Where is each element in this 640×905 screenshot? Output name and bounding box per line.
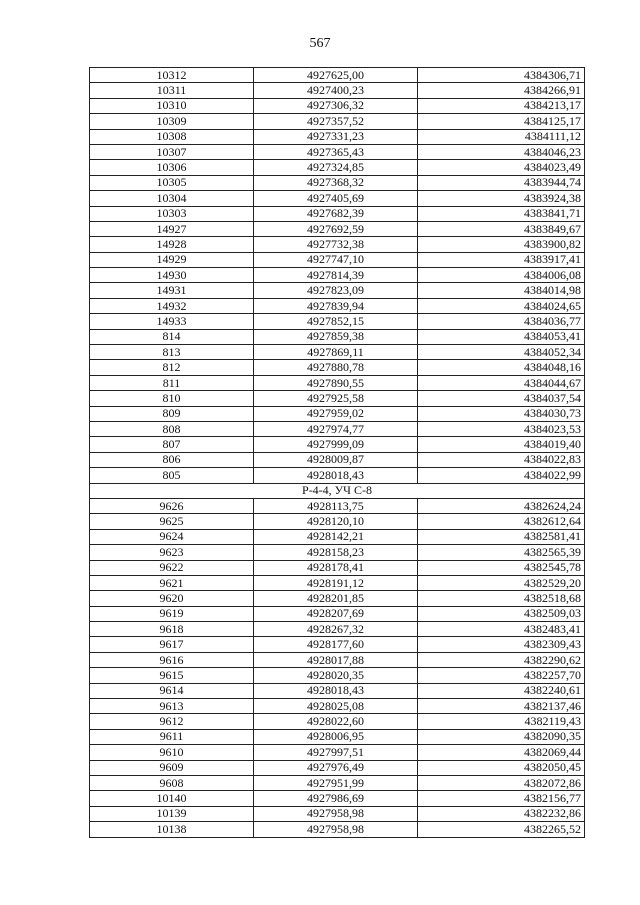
x-coordinate-cell: 4927331,23 bbox=[254, 129, 418, 144]
table-row bbox=[90, 514, 585, 529]
table-row bbox=[90, 268, 585, 283]
table-row bbox=[90, 606, 585, 621]
x-coordinate-cell: 4927958,98 bbox=[254, 822, 418, 837]
table-row bbox=[90, 206, 585, 221]
table-row bbox=[90, 437, 585, 452]
x-coordinate-cell: 4927951,99 bbox=[254, 775, 418, 790]
x-coordinate-cell: 4927997,51 bbox=[254, 745, 418, 760]
table-row bbox=[90, 575, 585, 590]
x-coordinate-cell: 4927925,58 bbox=[254, 391, 418, 406]
table-row bbox=[90, 622, 585, 637]
x-coordinate-cell: 4927869,11 bbox=[254, 345, 418, 360]
point-id-cell: 814 bbox=[90, 329, 254, 344]
point-id-cell: 9622 bbox=[90, 560, 254, 575]
x-coordinate-cell: 4928267,32 bbox=[254, 622, 418, 637]
point-id-cell: 10139 bbox=[90, 806, 254, 821]
y-coordinate-cell: 4384306,71 bbox=[418, 68, 585, 83]
point-id-cell: 9617 bbox=[90, 637, 254, 652]
point-id-cell: 9624 bbox=[90, 529, 254, 544]
point-id-cell: 9613 bbox=[90, 699, 254, 714]
table-row bbox=[90, 498, 585, 513]
table-row bbox=[90, 760, 585, 775]
y-coordinate-cell: 4384046,23 bbox=[418, 144, 585, 159]
x-coordinate-cell: 4927625,00 bbox=[254, 68, 418, 83]
x-coordinate-cell: 4928018,43 bbox=[254, 468, 418, 483]
x-coordinate-cell: 4927357,52 bbox=[254, 114, 418, 129]
point-id-cell: 9610 bbox=[90, 745, 254, 760]
y-coordinate-cell: 4382624,24 bbox=[418, 498, 585, 513]
coordinates-table bbox=[89, 67, 585, 838]
y-coordinate-cell: 4384019,40 bbox=[418, 437, 585, 452]
point-id-cell: 10304 bbox=[90, 191, 254, 206]
y-coordinate-cell: 4382518,68 bbox=[418, 591, 585, 606]
point-id-cell: 9623 bbox=[90, 545, 254, 560]
table-row bbox=[90, 591, 585, 606]
x-coordinate-cell: 4928207,69 bbox=[254, 606, 418, 621]
x-coordinate-cell: 4928120,10 bbox=[254, 514, 418, 529]
table-row bbox=[90, 637, 585, 652]
y-coordinate-cell: 4384022,83 bbox=[418, 452, 585, 467]
x-coordinate-cell: 4927400,23 bbox=[254, 83, 418, 98]
y-coordinate-cell: 4382069,44 bbox=[418, 745, 585, 760]
x-coordinate-cell: 4927692,59 bbox=[254, 221, 418, 236]
y-coordinate-cell: 4384213,17 bbox=[418, 98, 585, 113]
x-coordinate-cell: 4928018,43 bbox=[254, 683, 418, 698]
point-id-cell: 10308 bbox=[90, 129, 254, 144]
x-coordinate-cell: 4927880,78 bbox=[254, 360, 418, 375]
x-coordinate-cell: 4927368,32 bbox=[254, 175, 418, 190]
x-coordinate-cell: 4927859,38 bbox=[254, 329, 418, 344]
y-coordinate-cell: 4382257,70 bbox=[418, 668, 585, 683]
y-coordinate-cell: 4383900,82 bbox=[418, 237, 585, 252]
point-id-cell: 812 bbox=[90, 360, 254, 375]
y-coordinate-cell: 4382240,61 bbox=[418, 683, 585, 698]
x-coordinate-cell: 4927959,02 bbox=[254, 406, 418, 421]
x-coordinate-cell: 4927306,32 bbox=[254, 98, 418, 113]
table-row bbox=[90, 129, 585, 144]
x-coordinate-cell: 4928113,75 bbox=[254, 498, 418, 513]
table-row bbox=[90, 545, 585, 560]
point-id-cell: 9618 bbox=[90, 622, 254, 637]
point-id-cell: 10303 bbox=[90, 206, 254, 221]
y-coordinate-cell: 4382529,20 bbox=[418, 575, 585, 590]
page-number: 567 bbox=[309, 36, 331, 51]
x-coordinate-cell: 4928022,60 bbox=[254, 714, 418, 729]
table-row bbox=[90, 98, 585, 113]
y-coordinate-cell: 4382581,41 bbox=[418, 529, 585, 544]
point-id-cell: 813 bbox=[90, 345, 254, 360]
y-coordinate-cell: 4382483,41 bbox=[418, 622, 585, 637]
x-coordinate-cell: 4927365,43 bbox=[254, 144, 418, 159]
table-row bbox=[90, 468, 585, 483]
table-row bbox=[90, 391, 585, 406]
table-row bbox=[90, 68, 585, 83]
x-coordinate-cell: 4928201,85 bbox=[254, 591, 418, 606]
y-coordinate-cell: 4384266,91 bbox=[418, 83, 585, 98]
y-coordinate-cell: 4383944,74 bbox=[418, 175, 585, 190]
point-id-cell: 811 bbox=[90, 375, 254, 390]
y-coordinate-cell: 4382290,62 bbox=[418, 652, 585, 667]
y-coordinate-cell: 4382309,43 bbox=[418, 637, 585, 652]
y-coordinate-cell: 4384111,12 bbox=[418, 129, 585, 144]
coordinates-table-body bbox=[90, 68, 585, 838]
x-coordinate-cell: 4927890,55 bbox=[254, 375, 418, 390]
x-coordinate-cell: 4927976,49 bbox=[254, 760, 418, 775]
x-coordinate-cell: 4928025,08 bbox=[254, 699, 418, 714]
x-coordinate-cell: 4928177,60 bbox=[254, 637, 418, 652]
x-coordinate-cell: 4928020,35 bbox=[254, 668, 418, 683]
y-coordinate-cell: 4382612,64 bbox=[418, 514, 585, 529]
table-row bbox=[90, 714, 585, 729]
x-coordinate-cell: 4927974,77 bbox=[254, 421, 418, 436]
x-coordinate-cell: 4927747,10 bbox=[254, 252, 418, 267]
table-row bbox=[90, 360, 585, 375]
x-coordinate-cell: 4927839,94 bbox=[254, 298, 418, 313]
point-id-cell: 9616 bbox=[90, 652, 254, 667]
x-coordinate-cell: 4927324,85 bbox=[254, 160, 418, 175]
point-id-cell: 10140 bbox=[90, 791, 254, 806]
point-id-cell: 9620 bbox=[90, 591, 254, 606]
table-row bbox=[90, 729, 585, 744]
point-id-cell: 14928 bbox=[90, 237, 254, 252]
x-coordinate-cell: 4928006,95 bbox=[254, 729, 418, 744]
point-id-cell: 9608 bbox=[90, 775, 254, 790]
table-row bbox=[90, 683, 585, 698]
y-coordinate-cell: 4384014,98 bbox=[418, 283, 585, 298]
point-id-cell: 10138 bbox=[90, 822, 254, 837]
point-id-cell: 10311 bbox=[90, 83, 254, 98]
y-coordinate-cell: 4384052,34 bbox=[418, 345, 585, 360]
table-row bbox=[90, 699, 585, 714]
table-row bbox=[90, 283, 585, 298]
y-coordinate-cell: 4382119,43 bbox=[418, 714, 585, 729]
point-id-cell: 14929 bbox=[90, 252, 254, 267]
y-coordinate-cell: 4382156,77 bbox=[418, 791, 585, 806]
y-coordinate-cell: 4384053,41 bbox=[418, 329, 585, 344]
y-coordinate-cell: 4384024,65 bbox=[418, 298, 585, 313]
table-row bbox=[90, 806, 585, 821]
point-id-cell: 805 bbox=[90, 468, 254, 483]
table-row bbox=[90, 822, 585, 837]
table-row bbox=[90, 237, 585, 252]
point-id-cell: 810 bbox=[90, 391, 254, 406]
x-coordinate-cell: 4927999,09 bbox=[254, 437, 418, 452]
table-row bbox=[90, 652, 585, 667]
point-id-cell: 14930 bbox=[90, 268, 254, 283]
x-coordinate-cell: 4928178,41 bbox=[254, 560, 418, 575]
x-coordinate-cell: 4928191,12 bbox=[254, 575, 418, 590]
y-coordinate-cell: 4382265,52 bbox=[418, 822, 585, 837]
section-header-row bbox=[90, 483, 585, 498]
point-id-cell: 808 bbox=[90, 421, 254, 436]
table-row bbox=[90, 406, 585, 421]
x-coordinate-cell: 4927682,39 bbox=[254, 206, 418, 221]
point-id-cell: 9609 bbox=[90, 760, 254, 775]
y-coordinate-cell: 4382137,46 bbox=[418, 699, 585, 714]
y-coordinate-cell: 4384044,67 bbox=[418, 375, 585, 390]
table-row bbox=[90, 144, 585, 159]
point-id-cell: 9625 bbox=[90, 514, 254, 529]
table-row bbox=[90, 745, 585, 760]
y-coordinate-cell: 4382090,35 bbox=[418, 729, 585, 744]
table-row bbox=[90, 452, 585, 467]
x-coordinate-cell: 4927958,98 bbox=[254, 806, 418, 821]
point-id-cell: 9611 bbox=[90, 729, 254, 744]
table-row bbox=[90, 314, 585, 329]
point-id-cell: 14932 bbox=[90, 298, 254, 313]
point-id-cell: 806 bbox=[90, 452, 254, 467]
point-id-cell: 809 bbox=[90, 406, 254, 421]
x-coordinate-cell: 4927852,15 bbox=[254, 314, 418, 329]
y-coordinate-cell: 4383924,38 bbox=[418, 191, 585, 206]
table-row bbox=[90, 298, 585, 313]
point-id-cell: 9615 bbox=[90, 668, 254, 683]
y-coordinate-cell: 4384023,53 bbox=[418, 421, 585, 436]
y-coordinate-cell: 4382050,45 bbox=[418, 760, 585, 775]
y-coordinate-cell: 4383849,67 bbox=[418, 221, 585, 236]
x-coordinate-cell: 4928158,23 bbox=[254, 545, 418, 560]
y-coordinate-cell: 4384036,77 bbox=[418, 314, 585, 329]
table-row bbox=[90, 560, 585, 575]
point-id-cell: 14927 bbox=[90, 221, 254, 236]
y-coordinate-cell: 4384022,99 bbox=[418, 468, 585, 483]
point-id-cell: 10309 bbox=[90, 114, 254, 129]
point-id-cell: 9619 bbox=[90, 606, 254, 621]
table-row bbox=[90, 345, 585, 360]
point-id-cell: 10312 bbox=[90, 68, 254, 83]
x-coordinate-cell: 4927732,38 bbox=[254, 237, 418, 252]
table-row bbox=[90, 791, 585, 806]
y-coordinate-cell: 4384030,73 bbox=[418, 406, 585, 421]
point-id-cell: 14933 bbox=[90, 314, 254, 329]
x-coordinate-cell: 4927814,39 bbox=[254, 268, 418, 283]
point-id-cell: 10306 bbox=[90, 160, 254, 175]
x-coordinate-cell: 4927405,69 bbox=[254, 191, 418, 206]
table-row bbox=[90, 83, 585, 98]
point-id-cell: 9621 bbox=[90, 575, 254, 590]
table-row bbox=[90, 529, 585, 544]
point-id-cell: 10310 bbox=[90, 98, 254, 113]
section-header-cell: Р-4-4, УЧ С-8 bbox=[90, 483, 585, 498]
point-id-cell: 807 bbox=[90, 437, 254, 452]
y-coordinate-cell: 4384037,54 bbox=[418, 391, 585, 406]
y-coordinate-cell: 4383841,71 bbox=[418, 206, 585, 221]
point-id-cell: 9626 bbox=[90, 498, 254, 513]
table-row bbox=[90, 375, 585, 390]
x-coordinate-cell: 4927986,69 bbox=[254, 791, 418, 806]
y-coordinate-cell: 4382072,86 bbox=[418, 775, 585, 790]
point-id-cell: 10305 bbox=[90, 175, 254, 190]
x-coordinate-cell: 4928009,87 bbox=[254, 452, 418, 467]
table-row bbox=[90, 191, 585, 206]
y-coordinate-cell: 4384006,08 bbox=[418, 268, 585, 283]
table-row bbox=[90, 329, 585, 344]
table-row bbox=[90, 775, 585, 790]
x-coordinate-cell: 4928017,88 bbox=[254, 652, 418, 667]
y-coordinate-cell: 4382565,39 bbox=[418, 545, 585, 560]
point-id-cell: 10307 bbox=[90, 144, 254, 159]
point-id-cell: 9614 bbox=[90, 683, 254, 698]
y-coordinate-cell: 4382509,03 bbox=[418, 606, 585, 621]
table-row bbox=[90, 114, 585, 129]
x-coordinate-cell: 4928142,21 bbox=[254, 529, 418, 544]
table-row bbox=[90, 421, 585, 436]
y-coordinate-cell: 4384023,49 bbox=[418, 160, 585, 175]
point-id-cell: 9612 bbox=[90, 714, 254, 729]
y-coordinate-cell: 4384048,16 bbox=[418, 360, 585, 375]
y-coordinate-cell: 4384125,17 bbox=[418, 114, 585, 129]
table-row bbox=[90, 252, 585, 267]
table-row bbox=[90, 175, 585, 190]
y-coordinate-cell: 4382232,86 bbox=[418, 806, 585, 821]
table-row bbox=[90, 160, 585, 175]
y-coordinate-cell: 4382545,78 bbox=[418, 560, 585, 575]
table-row bbox=[90, 668, 585, 683]
y-coordinate-cell: 4383917,41 bbox=[418, 252, 585, 267]
table-row bbox=[90, 221, 585, 236]
point-id-cell: 14931 bbox=[90, 283, 254, 298]
x-coordinate-cell: 4927823,09 bbox=[254, 283, 418, 298]
